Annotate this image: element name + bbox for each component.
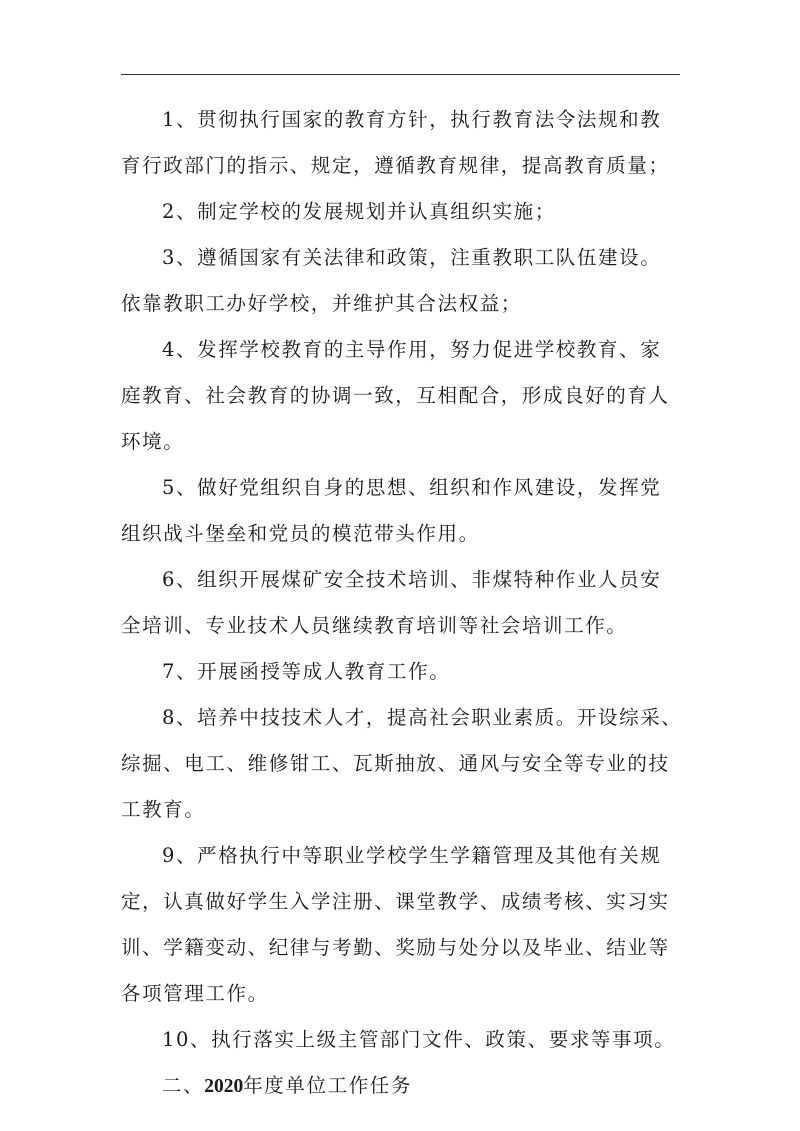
paragraph-line: 3、遵循国家有关法律和政策，注重教职工队伍建设。: [162, 246, 662, 269]
paragraph-7: [121, 649, 683, 695]
paragraph-line: 庭教育、社会教育的协调一致，互相配合，形成良好的育人: [121, 384, 670, 407]
paragraph-3: [121, 235, 683, 327]
paragraph-line: 8、培养中技技术人才，提高社会职业素质。开设综采、: [162, 706, 683, 729]
paragraph-line: 6、组织开展煤矿安全技术培训、非煤特种作业人员安: [162, 568, 662, 591]
paragraph-line: 依靠教职工办好学校，并维护其合法权益；: [121, 292, 522, 315]
paragraph-line: 4、发挥学校教育的主导作用，努力促进学校教育、家: [162, 338, 662, 361]
section-heading-year: 2020: [204, 1076, 244, 1097]
paragraph-line: 育行政部门的指示、规定，遵循教育规律，提高教育质量；: [121, 154, 670, 177]
paragraph-2: [121, 189, 683, 235]
section-heading: [121, 1063, 683, 1110]
section-heading-suffix: 年度单位工作任务: [243, 1074, 413, 1097]
paragraph-line: 全培训、专业技术人员继续教育培训等社会培训工作。: [121, 614, 628, 637]
paragraph-line: 组织战斗堡垒和党员的模范带头作用。: [121, 522, 480, 545]
paragraph-10: [121, 1017, 683, 1063]
document-body: [121, 97, 683, 1110]
paragraph-line: 定，认真做好学生入学注册、课堂教学、成绩考核、实习实: [121, 890, 670, 913]
paragraph-line: 2、制定学校的发展规划并认真组织实施；: [162, 200, 556, 223]
paragraph-1: [121, 97, 683, 189]
paragraph-line: 综掘、电工、维修钳工、瓦斯抽放、通风与安全等专业的技: [121, 752, 670, 775]
paragraph-line: 工教育。: [121, 798, 206, 821]
header-rule: [121, 74, 680, 75]
paragraph-line: 10、执行落实上级主管部门文件、政策、要求等事项。: [162, 1028, 676, 1051]
paragraph-9: [121, 833, 683, 1017]
paragraph-line: 9、严格执行中等职业学校学生学籍管理及其他有关规: [162, 844, 662, 867]
paragraph-line: 环境。: [121, 430, 185, 453]
paragraph-line: 7、开展函授等成人教育工作。: [162, 660, 451, 683]
paragraph-line: 1、贯彻执行国家的教育方针，执行教育法令法规和教: [162, 108, 662, 131]
paragraph-6: [121, 557, 683, 649]
paragraph-line: 各项管理工作。: [121, 982, 269, 1005]
section-heading-prefix: 二、: [162, 1074, 205, 1097]
paragraph-8: [121, 695, 683, 833]
paragraph-line: 5、做好党组织自身的思想、组织和作风建设，发挥党: [162, 476, 662, 499]
paragraph-line: 训、学籍变动、纪律与考勤、奖励与处分以及毕业、结业等: [121, 936, 670, 959]
paragraph-4: [121, 327, 683, 465]
paragraph-5: [121, 465, 683, 557]
